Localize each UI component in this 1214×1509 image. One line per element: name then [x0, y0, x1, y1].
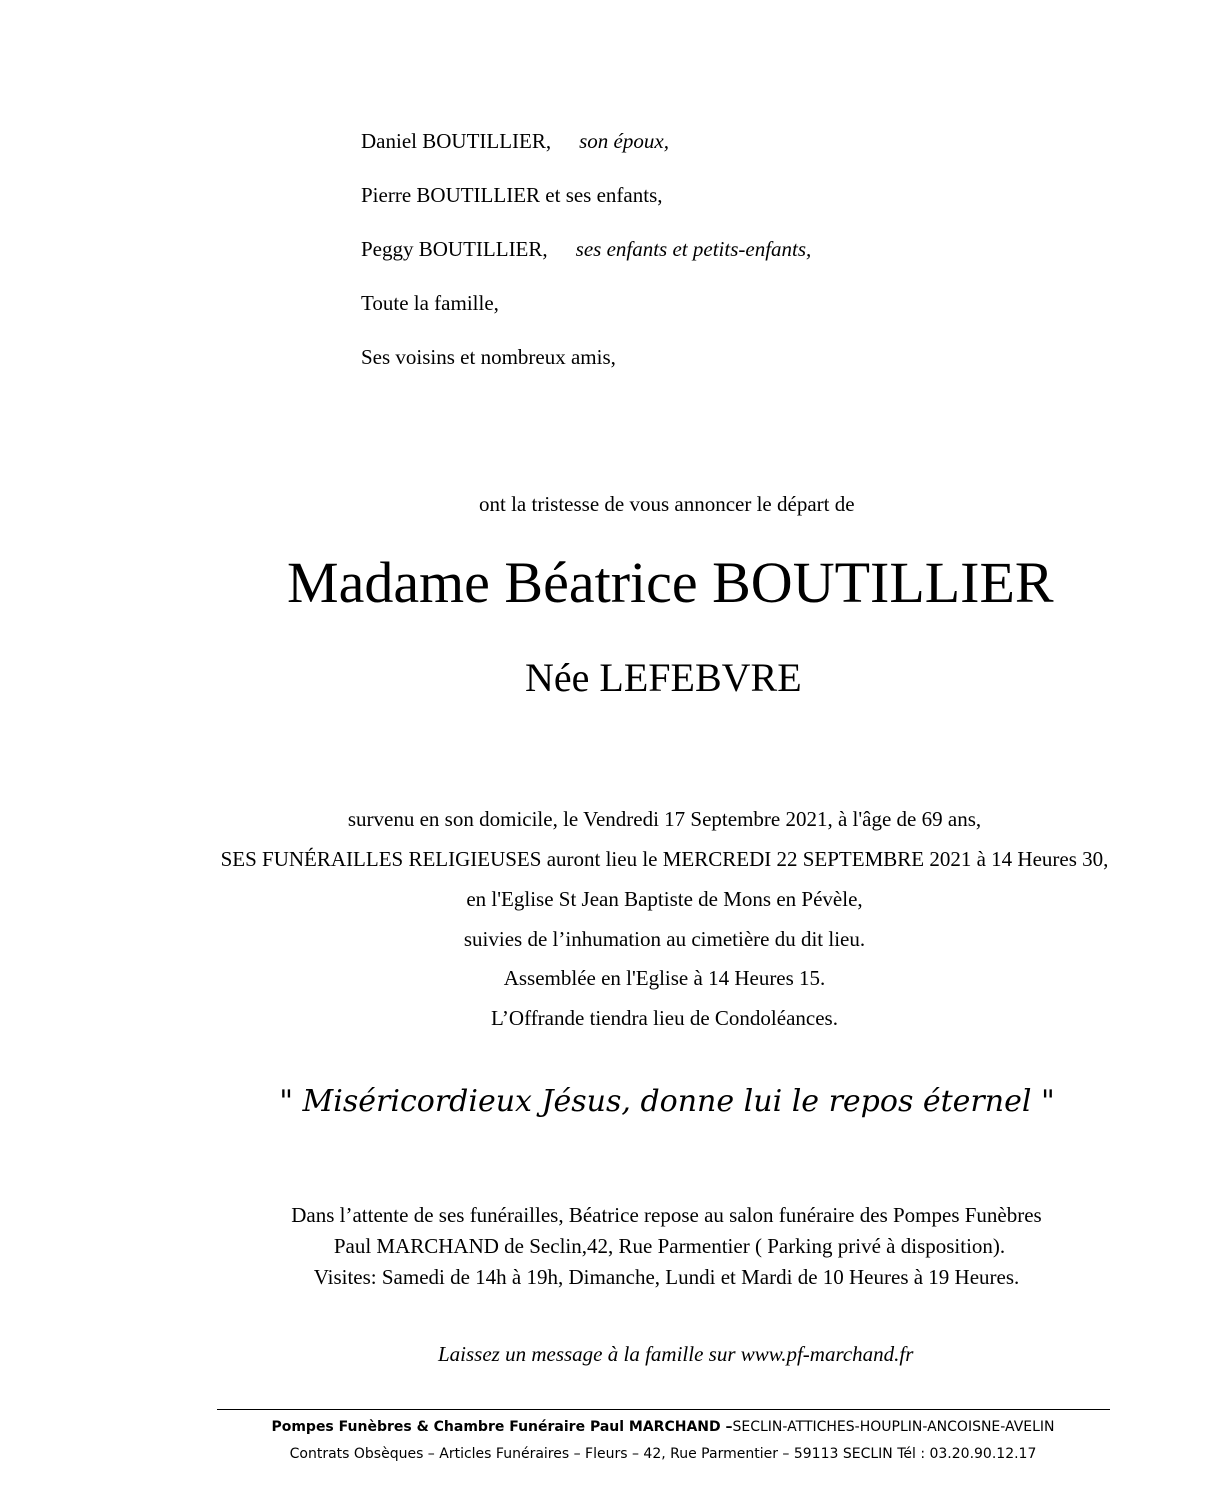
footer-locations: SECLIN-ATTICHES-HOUPLIN-ANCOISNE-AVELIN [732, 1419, 1055, 1435]
detail-line: L’Offrande tiendra lieu de Condoléances. [491, 1006, 838, 1030]
family-name: Peggy BOUTILLIER, [361, 237, 548, 261]
detail-line: SES FUNÉRAILLES RELIGIEUSES auront lieu le MERCREDI 22 SEPTEMBRE 2021 à 14 Heures 30, [220, 847, 1109, 871]
family-name: Toute la famille, [361, 291, 499, 315]
family-name: Ses voisins et nombreux amis, [361, 345, 616, 369]
footer-company-name: Pompes Funèbres & Chambre Funéraire Paul MARCHAND – [271, 1419, 733, 1435]
family-role: ses enfants et petits-enfants, [575, 237, 812, 261]
family-line-peggy [361, 236, 811, 262]
footer-divider [217, 1409, 1110, 1410]
repose-line: Paul MARCHAND de Seclin,42, Rue Parmentier ( Parking privé à disposition). [333, 1234, 1006, 1258]
family-line-voisins [361, 344, 616, 370]
maiden-name: Née LEFEBVRE [525, 655, 802, 700]
detail-line: en l'Eglise St Jean Baptiste de Mons en Pévèle, [466, 887, 863, 911]
repose-line: Visites: Samedi de 14h à 19h, Dimanche, Lundi et Mardi de 10 Heures à 19 Heures. [313, 1265, 1020, 1289]
detail-line: Assemblée en l'Eglise à 14 Heures 15. [503, 966, 826, 990]
repose-line: Dans l’attente de ses funérailles, Béatrice repose au salon funéraire des Pompes Funèbres [291, 1203, 1042, 1227]
detail-line: suivies de l’inhumation au cimetière du dit lieu. [463, 927, 866, 951]
family-name: Daniel BOUTILLIER, [361, 129, 552, 153]
family-message-link[interactable]: Laissez un message à la famille sur www.pf-marchand.fr [438, 1342, 914, 1366]
prayer-quote: " Miséricordieux Jésus, donne lui le repos éternel " [279, 1084, 1055, 1119]
family-role: son époux, [579, 129, 669, 153]
announcement-intro: ont la tristesse de vous annoncer le départ de [479, 492, 855, 516]
family-line-pierre [361, 182, 663, 208]
detail-line: survenu en son domicile, le Vendredi 17 Septembre 2021, à l'âge de 69 ans, [347, 807, 982, 831]
footer-services: Contrats Obsèques – Articles Funéraires – Fleurs – 42, Rue Parmentier – 59113 SECLIN Tél : 03.20.90.12.17 [289, 1446, 1037, 1462]
family-line-daniel [361, 128, 669, 154]
deceased-name: Madame Béatrice BOUTILLIER [287, 550, 1054, 615]
footer-company [0, 1417, 1214, 1437]
family-name: Pierre BOUTILLIER et ses enfants, [361, 183, 663, 207]
family-line-famille [361, 290, 499, 316]
